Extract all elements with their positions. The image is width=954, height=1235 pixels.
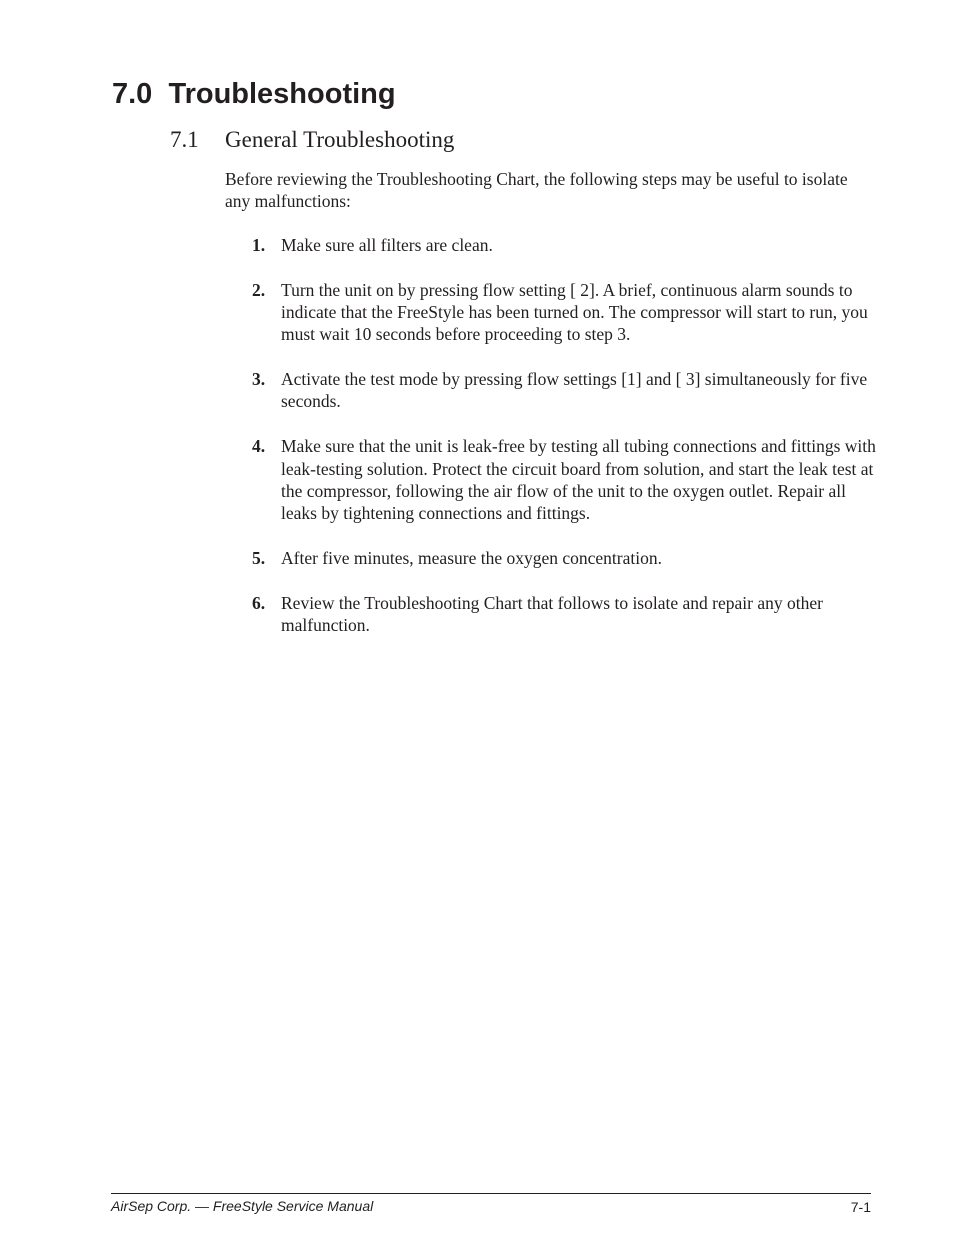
step-item [252, 234, 882, 256]
subsection-number: 7.1 [170, 127, 199, 152]
footer-divider [111, 1193, 871, 1194]
section-title: Troubleshooting [168, 78, 396, 110]
step-item [252, 547, 882, 569]
step-text: Make sure all filters are clean. [281, 235, 493, 255]
footer-manual-title: AirSep Corp. — FreeStyle Service Manual [111, 1198, 374, 1214]
section-heading [112, 76, 396, 112]
step-number: 5. [252, 547, 266, 568]
step-text: After five minutes, measure the oxygen concentration. [281, 547, 662, 568]
troubleshooting-steps [252, 234, 882, 659]
step-number: 3. [252, 369, 266, 390]
step-text: Turn the unit on by pressing flow setting [ 2]. A brief, continuous alarm sounds to indicate that the FreeStyle has been turned on. The compressor will start to run, you must wait 10 seconds before proceeding to step 3. [281, 279, 868, 345]
section-number: 7.0 [112, 78, 153, 110]
subsection-heading [170, 125, 454, 155]
step-text: Make sure that the unit is leak-free by testing all tubing connections and fittings with leak-testing solution. Protect the circuit board from solution, and start the leak test at the compressor, following the air flow of the unit to the oxygen outlet. Repair all leaks by tightening connections and fittings. [281, 436, 876, 524]
step-item [252, 279, 882, 346]
intro-paragraph: Before reviewing the Troubleshooting Chart, the following steps may be useful to isolate any malfunctions: [225, 169, 848, 211]
step-item [252, 368, 882, 413]
step-item [252, 592, 882, 637]
step-number: 2. [252, 279, 266, 300]
page-number: 7-1 [850, 1199, 871, 1215]
step-text: Activate the test mode by pressing flow settings [1] and [ 3] simultaneously for five seconds. [281, 369, 868, 412]
step-number: 6. [252, 592, 266, 613]
step-number: 1. [252, 235, 266, 255]
step-item [252, 435, 882, 524]
step-text: Review the Troubleshooting Chart that follows to isolate and repair any other malfunction. [281, 592, 823, 636]
subsection-title: General Troubleshooting [225, 127, 455, 152]
step-number: 4. [252, 436, 266, 457]
